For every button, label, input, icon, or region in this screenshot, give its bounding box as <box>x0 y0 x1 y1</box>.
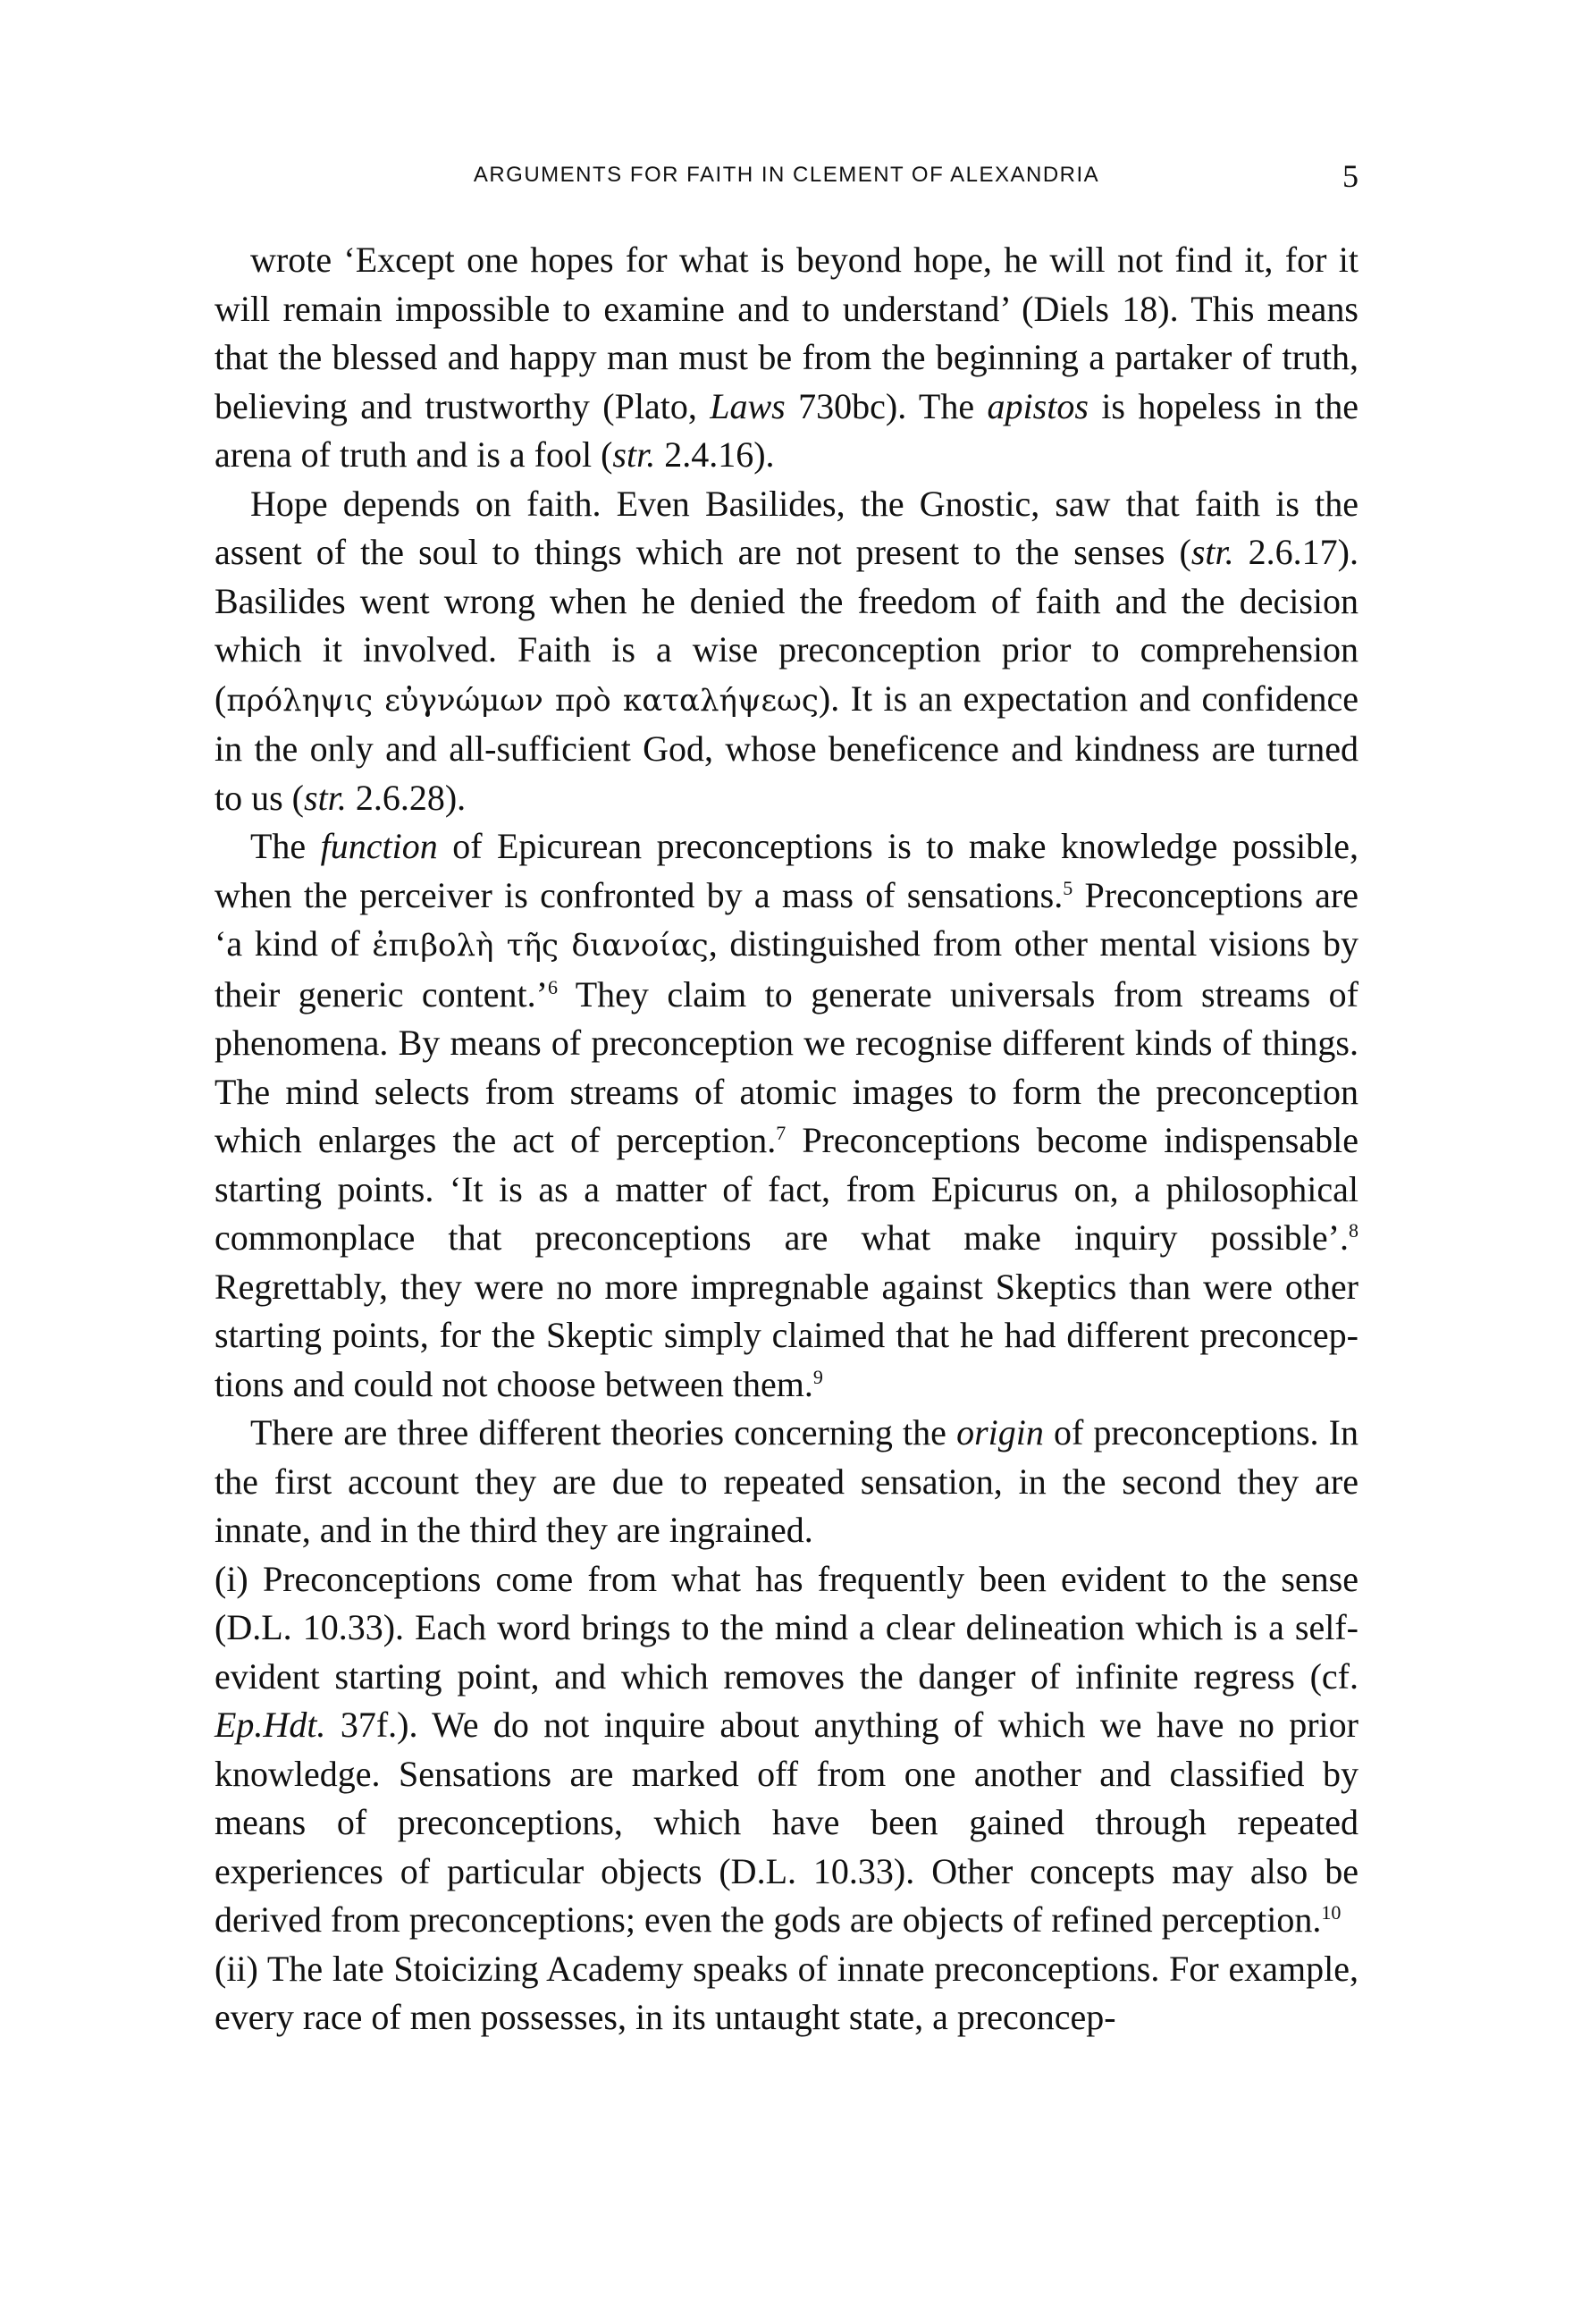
text-run: Hope depends on faith. Even Basilides, the Gnostic, saw that faith is the assent of the soul to things which are not present to the senses ( <box>214 483 1358 572</box>
text-run: 37f.). We do not inquire about anything of which we have no prior knowledge. Sensations are marked off from one another and classified by means of preconceptions, which have been gained through repeated experiences of particular objects (D.L. 10.33). Other concepts may also be derived from preconceptions; even the gods are objects of refined perception. <box>214 1705 1358 1940</box>
text-run: Preconceptions are ‘a kind of <box>214 874 1358 964</box>
text-run: is hopeless in the arena of truth and is a fool ( <box>214 385 1358 475</box>
paragraph <box>214 480 1358 823</box>
text-run: of preconceptions. In the first account they are due to repeated sensation, in the second they are innate, and in the third they are ingrained. <box>214 1412 1358 1550</box>
italic-text: Laws <box>710 385 786 426</box>
italic-text: apistos <box>987 385 1089 426</box>
paragraph <box>214 1555 1358 1945</box>
greek-text: πρόληψις εὐγνώμων πρὸ καταλήψεως <box>226 682 819 719</box>
italic-text: str. <box>304 777 347 818</box>
footnote-ref: 8 <box>1349 1219 1358 1242</box>
paragraph <box>214 1409 1358 1555</box>
italic-text: str. <box>612 434 656 475</box>
text-run: ). It is an expectation and confidence in the only and all-sufficient God, whose beneficence and kindness are turned to us ( <box>214 678 1359 818</box>
text-run: (ii) The late Stoicizing Academy speaks of innate preconceptions. For example, every race of men possesses, in its untaught state, a preconcep- <box>214 1948 1358 2037</box>
text-run: The <box>250 826 321 866</box>
paragraph <box>214 236 1358 480</box>
italic-text: origin <box>956 1412 1044 1452</box>
text-run: 2.6.17). Basilides went wrong when he denied the freedom of faith and the decision which it involved. Faith is a wise preconception prior to comprehension ( <box>214 532 1358 719</box>
running-title: ARGUMENTS FOR FAITH IN CLEMENT OF ALEXANDRIA <box>473 163 1100 187</box>
footnote-ref: 6 <box>547 975 558 998</box>
footnote-ref: 5 <box>1063 876 1073 899</box>
footnote-ref: 10 <box>1321 1901 1342 1924</box>
text-run: Regrettably, they were no more impregnable against Skeptics than were other starting points, for the Skeptic simply claimed that he had different preconceptions and could not choose between them. <box>214 1266 1358 1404</box>
text-run: of Epicurean preconceptions is to make knowledge possible, when the perceiver is confronted by a mass of sensations. <box>214 826 1359 915</box>
paragraph <box>214 1945 1358 2042</box>
text-run: 2.4.16). <box>655 434 775 475</box>
text-run: wrote ‘Except one hopes for what is beyond hope, he will not find it, for it will remain impossible to examine and to understand’ (Diels 18). This means that the blessed and happy man must be from the beginning a partaker of truth, believing and trustworthy (Plato, <box>214 240 1358 426</box>
italic-text: Ep.Hdt. <box>214 1705 326 1745</box>
text-run: (i) Preconceptions come from what has frequently been evident to the sense (D.L. 10.33). Each word brings to the mind a clear delineation which is a self-evident starting point, and which removes the danger of infinite regress (cf. <box>214 1558 1358 1697</box>
italic-text: str. <box>1190 532 1234 572</box>
text-run: 730bc). The <box>785 385 988 426</box>
text-run: , distinguished from other mental visions by their generic content.’ <box>214 923 1358 1015</box>
body-text <box>214 236 1358 2042</box>
page-number: 5 <box>1342 158 1358 194</box>
footnote-ref: 7 <box>776 1122 786 1144</box>
book-page <box>214 152 1358 2042</box>
text-run: They claim to generate universals from streams of phenomena. By means of preconception we recognise different kinds of things. The mind selects from streams of atomic images to form the preconception which enlarges the act of perception. <box>214 973 1358 1160</box>
text-run: There are three different theories concerning the <box>250 1412 957 1452</box>
greek-text: ἐπιβολὴ τῆς διανοίας <box>372 928 709 964</box>
footnote-ref: 9 <box>812 1365 823 1388</box>
text-run: Preconceptions become indispensable starting points. ‘It is as a matter of fact, from Epicurus on, a philosophical commonplace that preconceptions are what make inquiry possible’. <box>214 1120 1358 1258</box>
text-run: 2.6.28). <box>346 777 467 818</box>
running-head <box>214 152 1358 197</box>
paragraph <box>214 822 1358 1409</box>
italic-text: function <box>320 826 438 866</box>
